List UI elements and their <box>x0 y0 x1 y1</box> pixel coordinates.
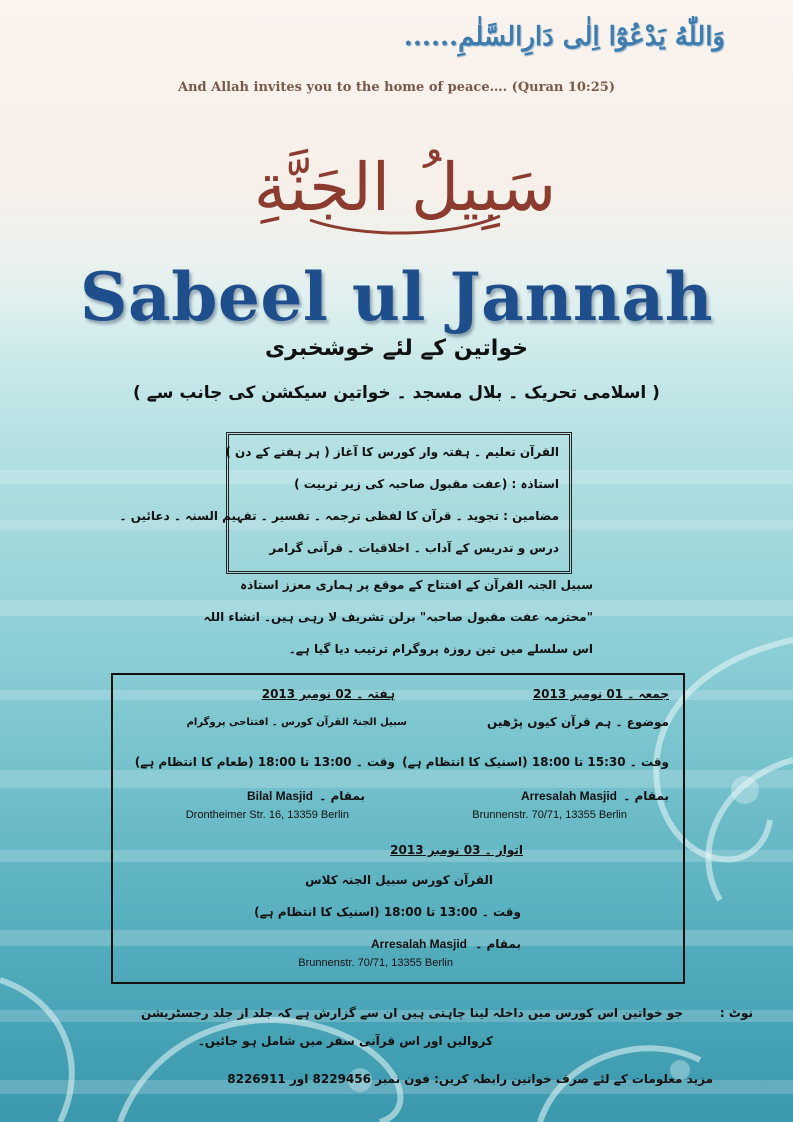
svg-text:سَبِيلُ الجَنَّةِ: سَبِيلُ الجَنَّةِ <box>253 149 557 226</box>
announcement-line: سبیل الجنہ القرآن کے افتتاح کے موقع پر ہماری معزز استاذہ <box>240 578 593 592</box>
contact-line: مزید معلومات کے لئے صرف خواتین رابطہ کریں: فون نمبر 8229456 اور 8226911 <box>227 1072 713 1086</box>
note-line: کروالیں اور اس قرآنی سفر میں شامل ہو جائیں۔ <box>197 1034 493 1048</box>
sunday-topic: القرآن کورس سبیل الجنہ کلاس <box>305 873 493 887</box>
friday-address: Brunnenstr. 70/71, 13355 Berlin <box>472 809 627 821</box>
course-line: استاذہ : (عفت مقبول صاحبہ کی زیر تربیت ) <box>294 477 559 491</box>
saturday-place-label: بمقام ۔ <box>319 789 365 803</box>
quran-verse-translation: And Allah invites you to the home of peace…. (Quran 10:25) <box>178 80 615 95</box>
note-line: جو خواتین اس کورس میں داخلہ لینا چاہتی ہیں ان سے گزارش ہے کہ جلد از جلد رجسٹریشن <box>141 1006 683 1020</box>
course-line: القرآن تعلیم ۔ ہفتہ وار کورس کا آغاز ( ہر ہفتے کے دن ) <box>225 445 559 459</box>
friday-place-label: بمقام ۔ <box>623 789 669 803</box>
sunday-place-name: Arresalah Masjid <box>370 937 467 951</box>
saturday-address: Drontheimer Str. 16, 13359 Berlin <box>185 809 349 821</box>
sunday-address: Brunnenstr. 70/71, 13355 Berlin <box>298 957 453 969</box>
quran-verse-arabic: وَاللّٰهُ يَدْعُوْٓا اِلٰى دَارِالسَّلٰمِ...... <box>403 22 725 52</box>
saturday-time: وقت ۔ 13:00 تا 18:00 (طعام کا انتظام ہے) <box>134 755 395 769</box>
course-info-box <box>119 432 572 574</box>
sunday-time: وقت ۔ 13:00 تا 18:00 (اسنیک کا انتظام ہے) <box>254 905 521 919</box>
page-title: Sabeel ul Jannah <box>79 258 714 336</box>
saturday-date: ہفتہ ۔ 02 نومبر 2013 <box>261 687 395 701</box>
announcement-line: "محترمہ عفت مقبول صاحبہ" برلن تشریف لا رہی ہیں۔ انشاء اللہ <box>203 610 593 624</box>
organizer-line: ( اسلامی تحریک ۔ بلال مسجد ۔ خواتین سیکشن کی جانب سے ) <box>133 383 660 403</box>
saturday-topic: سبیل الجنۃ القرآن کورس ۔ افتتاحی پروگرام <box>186 717 407 728</box>
friday-time: وقت ۔ 15:30 تا 18:00 (اسنیک کا انتظام ہے) <box>402 755 669 769</box>
friday-topic: موضوع ۔ ہم قرآن کیوں پڑھیں <box>487 715 669 729</box>
course-line: مضامین : تجوید ۔ قرآن کا لفظی ترجمہ ۔ تفسیر ۔ تفہیم السنہ ۔ دعائیں ۔ <box>119 509 559 523</box>
sunday-place-label: بمقام ۔ <box>475 937 521 951</box>
announcement-line: اس سلسلے میں تین روزہ پروگرام ترتیب دیا گیا ہے۔ <box>288 642 593 656</box>
subtitle: خواتین کے لئے خوشخبری <box>265 336 528 361</box>
program-schedule-box <box>111 673 685 984</box>
friday-place-name: Arresalah Masjid <box>520 789 617 803</box>
course-line: درس و تدریس کے آداب ۔ اخلاقیات ۔ قرآنی گرامر <box>269 541 559 555</box>
calligraphy-logo <box>253 128 557 248</box>
saturday-place-name: Bilal Masjid <box>246 789 313 803</box>
friday-date: جمعہ ۔ 01 نومبر 2013 <box>532 687 669 701</box>
note-label: نوٹ : <box>719 1006 753 1020</box>
sunday-date: اتوار ۔ 03 نومبر 2013 <box>390 843 523 857</box>
